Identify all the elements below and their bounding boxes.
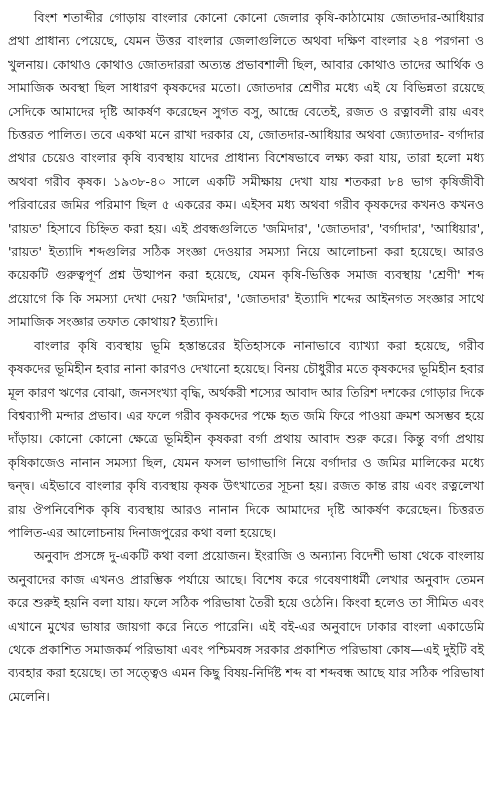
paragraph: বাংলার কৃষি ব্যবস্থায় ভূমি হস্তান্তরের ইতিহাসকে নানাভাবে ব্যাখ্যা করা হয়েছে, গরীব কৃষকদের ভূমিহীন হবার নানা কারণও দেখানো হয়েছে। বিনয় চৌধুরীর মতে কৃষকদের ভূমিহীন হবার মূল কারণ ঋণের বোঝা, জনসংখ্যা বৃদ্ধি, অর্থকরী শস্যের আবাদ আর তিরিশ দশকের গোড়ার দিকে বিশ্বব্যাপী মন্দার প্রভাব। এর ফলে গরীব কৃষকদের পক্ষে হৃত জমি ফিরে পাওয়া ক্রমশ অসম্ভব হয়ে দাঁড়ায়। কোনো কোনো ক্ষেত্রে ভূমিহীন কৃষকরা বর্গা প্রথায় আবাদ শুরু করে। কিন্তু বর্গা প্রথায় কৃষিকাজেও নানান সমস্যা ছিল, যেমন ফসল ভাগাভাগি নিয়ে বর্গাদার ও জমির মালিকের মধ্যে দ্বন্দ্ব। এইভাবে বাংলার কৃষি ব্যবস্থায় কৃষক উৎখাতের সূচনা হয়। রজত কান্ত রায় এবং রত্নলেখা রায় ঔপনিবেশিক কৃষি ব্যবস্থায় আরও নানান দিকে আমাদের দৃষ্টি আকর্ষণ করেছেন। চিত্তরত পালিত-এর আলোচনায় দিনাজপুরের কথা বলা হয়েছে। bbox=[8, 337, 484, 540]
paragraph: অনুবাদ প্রসঙ্গে দু-একটি কথা বলা প্রয়োজন। ইংরাজি ও অন্যান্য বিদেশী ভাষা থেকে বাংলায় অনুবাদের কাজ এখনও প্রারম্ভিক পর্যায়ে আছে। বিশেষ করে গবেষণাধর্মী লেখার অনুবাদ তেমন করে শুরুই হয়নি বলা যায়। ফলে সঠিক পরিভাষা তৈরী হয়ে ওঠেনি। কিংবা হলেও তা সীমিত এবং এখানে মুখের ভাষার জায়গা করে নিতে পারেনি। এই বই-এর অনুবাদে ঢাকার বাংলা একাডেমি থেকে প্রকাশিত সমাজকর্ম পরিভাষা এবং পশ্চিমবঙ্গ সরকার প্রকাশিত পরিভাষা কোষ—এই দুইটি বই ব্যবহার করা হয়েছে। তা সত্ত্বেও এমন কিছু বিষয়-নির্দিষ্ট শব্দ বা শব্দবন্ধ আছে যার সঠিক পরিভাষা মেলেনি। bbox=[8, 548, 484, 704]
paragraph: বিংশ শতাব্দীর গোড়ায় বাংলার কোনো কোনো জেলার কৃষি-কাঠামোয় জোতদার-আধিয়ার প্রথা প্রাধান্য পেয়েছে, যেমন উত্তর বাংলার জেলাগুলিতে অথবা দক্ষিণ বাংলার ২৪ পরগনা ও খুলনায়। কোথাও কোথাও জোতদাররা অত্যন্ত প্রভাবশালী ছিল, আবার কোথাও তাদের আর্থিক ও সামাজিক অবস্থা ছিল সাধারণ কৃষকদের মতো। জোতদার শ্রেণীর মধ্যে এই যে বিভিন্নতা রয়েছে সেদিকে আমাদের দৃষ্টি আকর্ষণ করেছেন সুগত বসু, আন্দ্রে বেতেই, রজত ও রত্নাবলী রায় এবং চিত্তরত পালিত। তবে একথা মনে রাখা দরকার যে, জোতদার-আধিয়ার অথবা জ্যোতদার- বর্গাদার প্রথার চেয়েও বাংলার কৃষি ব্যবস্থায় যাদের প্রাধান্য বিশেষভাবে লক্ষ্য করা যায়, তারা হলো মধ্য অথবা গরীব কৃষক। ১৯৩৮-৪০ সালে একটি সমীক্ষায় দেখা যায় শতকরা ৮৪ ভাগ কৃষিজীবী পরিবারের জমির পরিমাণ ছিল ৫ একরের কম। এইসব মধ্য অথবা গরীব কৃষকদের কখনও কখনও 'রায়ত' হিসাবে চিহ্নিত করা হয়। এই প্রবন্ধগুলিতে 'জমিদার', 'জোতদার', 'বর্গাদার', 'আধিয়ার', 'রায়ত' ইত্যাদি শব্দগুলির সঠিক সংজ্ঞা দেওয়ার সমস্যা নিয়ে আলোচনা করা হয়েছে। আরও কয়েকটি গুরুত্বপূর্ণ প্রশ্ন উত্থাপন করা হয়েছে, যেমন কৃষি-ভিত্তিক সমাজ ব্যবস্থায় 'শ্রেণী' শব্দ প্রয়োগে কি কি সমস্যা দেখা দেয়? 'জমিদার', 'জোতদার' ইত্যাদি শব্দের আইনগত সংজ্ঞার সাথে সামাজিক সংজ্ঞার তফাত কোথায়? ইত্যাদি। bbox=[8, 10, 484, 330]
